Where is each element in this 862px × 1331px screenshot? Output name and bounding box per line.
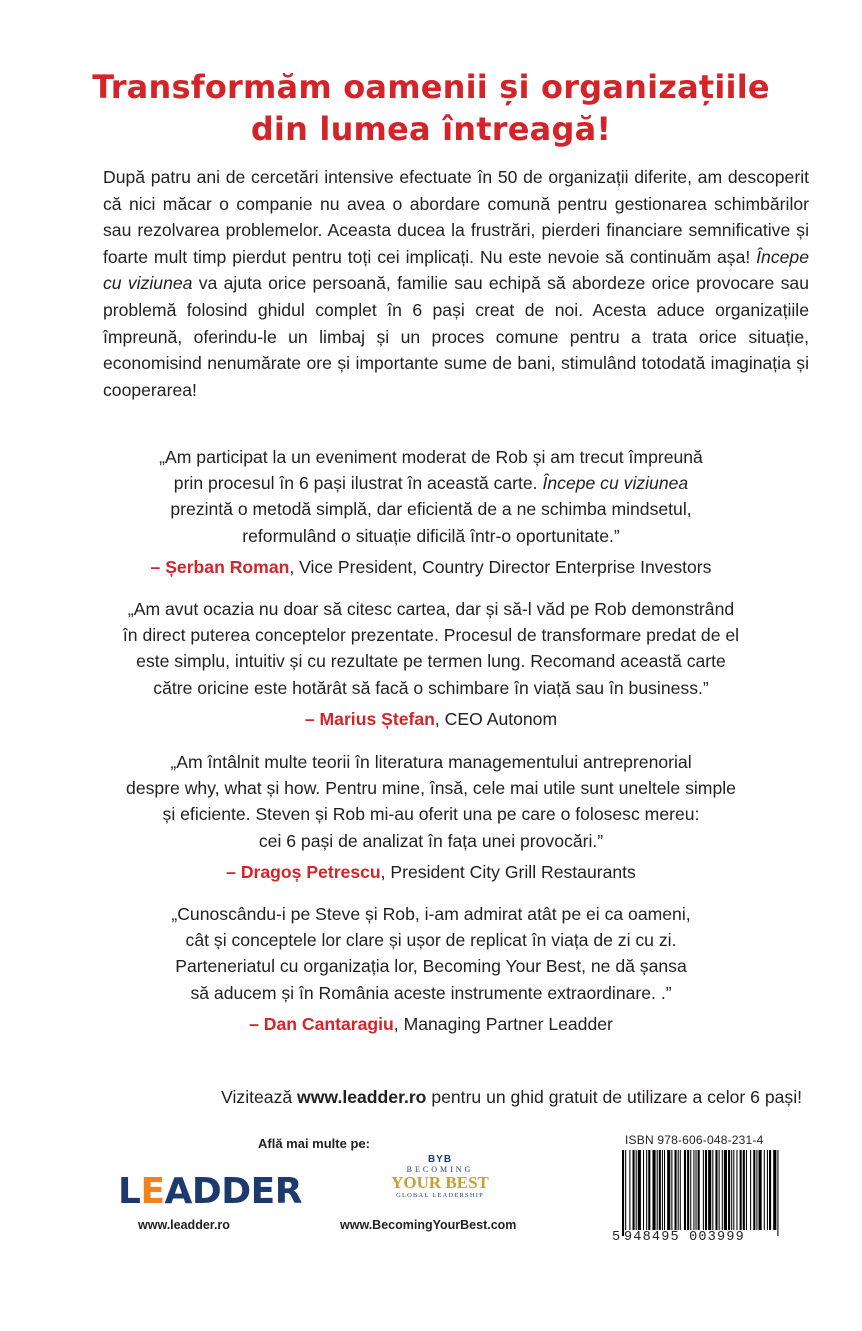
barcode-bar xyxy=(719,1150,720,1230)
visit-text-before: Vizitează xyxy=(221,1087,298,1107)
testimonial-attribution xyxy=(60,859,802,885)
barcode-bar xyxy=(753,1150,755,1230)
barcode-bar xyxy=(648,1150,650,1230)
quote-line: cei 6 pași de analizat în fața unei provocări.” xyxy=(258,830,604,851)
barcode-bar xyxy=(703,1150,704,1230)
barcode-first-digit: 5 xyxy=(612,1230,622,1245)
headline-line-1: Transformăm oamenii și organizațiile xyxy=(92,68,770,106)
quote-line: Parteneriatul cu organizația lor, Becoming Your Best, ne dă șansa xyxy=(175,956,687,977)
barcode-bar xyxy=(629,1150,630,1230)
barcode-bar xyxy=(769,1150,771,1230)
testimonial-quote xyxy=(60,749,802,854)
barcode-right-digits: 003999 xyxy=(689,1230,745,1245)
barcode-bar xyxy=(622,1150,624,1236)
barcode-bar xyxy=(659,1150,661,1230)
barcode-bar xyxy=(698,1150,700,1230)
barcode-digits xyxy=(612,1230,782,1245)
testimonial-serban-roman xyxy=(60,444,802,580)
quote-line: și eficiente. Steven și Rob mi-au oferit una pe care o folosesc mereu: xyxy=(162,804,700,825)
visit-website-line xyxy=(60,1084,802,1110)
barcode-bar xyxy=(746,1150,747,1230)
quote-line: „Am avut ocazia nu doar să citesc cartea, dar și să-l văd pe Rob demonstrând xyxy=(127,599,735,619)
barcode-bar xyxy=(736,1150,737,1230)
barcode-bar xyxy=(675,1150,677,1230)
quote-book-title: Începe cu viziunea xyxy=(542,473,689,494)
becoming-your-best-logo xyxy=(384,1154,496,1200)
author-name: – Dan Cantaragiu xyxy=(249,1013,394,1034)
barcode-bar xyxy=(777,1150,778,1236)
intro-text-part-2: va ajuta orice persoană, familie sau echipă să abordeze orice provocare sau problemă folosind ghidul complet în 6 pași creat de noi. Acesta aduce organizațiile împreună, oferindu-le un limbaj și un proces comune pentru a trata orice situație, economisind nenumărate ore și importante sume de bani, stimulând totodată imaginația și cooperarea! xyxy=(103,273,809,400)
barcode-bar xyxy=(696,1150,697,1230)
byb-logo-top: BECOMING xyxy=(406,1165,474,1174)
barcode-bar xyxy=(664,1150,665,1230)
byb-logo-main: YOUR BEST xyxy=(391,1173,489,1192)
barcode-bar xyxy=(773,1150,776,1230)
barcode-bar xyxy=(687,1150,689,1230)
intro-text-part-1: După patru ani de cercetări intensive efectuate în 50 de organizații diferite, am descoperit că nici măcar o companie nu avea o abordare comună pentru gestionarea schimbărilor sau rezolvarea problemelor. Aceasta ducea la frustrări, pierderi financiare semnificative și foarte mult timp pierdut pentru toți cei implicați. Nu este nevoie să continuăm așa! xyxy=(103,167,809,267)
leadder-url[interactable]: www.leadder.ro xyxy=(138,1218,230,1232)
barcode-bar xyxy=(678,1150,679,1230)
barcode-bar xyxy=(715,1150,717,1230)
quote-line: „Cunoscându-i pe Steve și Rob, i-am admirat atât pe ei ca oameni, xyxy=(171,904,691,924)
barcode-bar xyxy=(759,1150,762,1230)
barcode-bar xyxy=(731,1150,732,1230)
barcode-bar xyxy=(705,1150,707,1230)
barcode-bar xyxy=(646,1150,647,1230)
barcode-bar xyxy=(733,1150,734,1230)
barcode-bar xyxy=(690,1150,691,1230)
author-role: , Vice President, Country Director Enterprise Investors xyxy=(289,556,712,577)
quote-line: să aducem și în România aceste instrumente extraordinare. .” xyxy=(190,982,672,1003)
author-name: – Marius Ștefan xyxy=(304,708,435,729)
testimonial-dan-cantaragiu xyxy=(60,901,802,1037)
barcode-bar xyxy=(756,1150,757,1230)
testimonial-dragos-petrescu xyxy=(60,749,802,885)
barcode-bar xyxy=(728,1150,730,1230)
testimonial-marius-stefan xyxy=(60,596,802,732)
learn-more-label: Află mai multe pe: xyxy=(258,1136,370,1151)
headline-line-2: din lumea întreagă! xyxy=(250,110,612,148)
author-role: , CEO Autonom xyxy=(434,708,558,729)
byb-url[interactable]: www.BecomingYourBest.com xyxy=(340,1218,517,1232)
barcode-left-digits: 948495 xyxy=(624,1230,680,1245)
barcode-bar xyxy=(684,1150,686,1230)
quote-line: este simplu, intuitiv și cu rezultate pe termen lung. Recomand această carte xyxy=(136,651,726,672)
quote-line: reformulând o situație dificilă într-o oportunitate.” xyxy=(242,525,620,546)
testimonial-attribution xyxy=(60,1011,802,1037)
author-name: – Șerban Roman xyxy=(150,556,290,577)
leadder-logo-e: E xyxy=(140,1171,165,1212)
barcode-image xyxy=(621,1150,779,1236)
barcode-bar xyxy=(693,1150,694,1230)
intro-paragraph xyxy=(103,164,809,403)
testimonial-quote xyxy=(60,901,802,1006)
barcode-bar xyxy=(722,1150,723,1230)
quote-line: către oricine este hotărât să facă o schimbare în viață sau în business.” xyxy=(153,677,709,698)
barcode-bar xyxy=(636,1150,637,1230)
barcode-bar xyxy=(767,1150,768,1230)
headline xyxy=(60,66,802,150)
barcode-bar xyxy=(643,1150,644,1230)
author-name: – Dragoș Petrescu xyxy=(226,861,381,882)
barcode-bar xyxy=(724,1150,727,1230)
testimonial-attribution xyxy=(60,554,802,580)
barcode-bar xyxy=(708,1150,711,1230)
barcode-bar xyxy=(764,1150,765,1230)
visit-website-link[interactable]: www.leadder.ro xyxy=(297,1087,427,1107)
quote-line: despre why, what și how. Pentru mine, însă, cele mai utile sunt uneltele simple xyxy=(126,778,736,799)
barcode-bar xyxy=(652,1150,655,1230)
barcode-bar xyxy=(680,1150,681,1230)
barcode-bar xyxy=(712,1150,713,1230)
quote-line: „Am participat la un eveniment moderat de Rob și am trecut împreună xyxy=(159,447,703,467)
isbn-label: ISBN 978-606-048-231-4 xyxy=(625,1133,764,1147)
barcode-bar xyxy=(667,1150,670,1230)
barcode-bar xyxy=(638,1150,641,1230)
testimonial-quote xyxy=(60,444,802,549)
barcode-bar xyxy=(750,1150,751,1230)
byb-logo-sub: GLOBAL LEADERSHIP xyxy=(396,1192,484,1199)
author-role: , Managing Partner Leadder xyxy=(393,1013,613,1034)
quote-line: prezintă o metodă simplă, dar eficientă de a ne schimba mindsetul, xyxy=(170,499,692,520)
quote-line: cât și conceptele lor clare și ușor de replicat în viața de zi cu zi. xyxy=(185,930,677,951)
visit-text-after: pentru un ghid gratuit de utilizare a celor 6 pași! xyxy=(426,1087,802,1107)
leadder-logo-l: L xyxy=(118,1171,141,1212)
barcode-bar xyxy=(625,1150,626,1230)
barcode-bar xyxy=(740,1150,742,1230)
byb-mark: BYB xyxy=(427,1154,453,1165)
leadder-logo-rest: ADDER xyxy=(164,1171,302,1212)
barcode-bar xyxy=(657,1150,658,1230)
author-role: , President City Grill Restaurants xyxy=(380,861,636,882)
testimonial-quote xyxy=(60,596,802,701)
leadder-logo xyxy=(118,1172,302,1212)
barcode-bar xyxy=(633,1150,635,1230)
intro-book-title: Începe cu viziunea xyxy=(103,246,809,294)
quote-line: în direct puterea conceptelor prezentate. Procesul de transformare predat de el xyxy=(122,625,740,646)
barcode-bar xyxy=(662,1150,663,1230)
quote-line: „Am întâlnit multe teorii în literatura managementului antreprenorial xyxy=(170,752,692,772)
quote-line: prin procesul în 6 pași ilustrat în această carte. xyxy=(173,473,543,494)
testimonial-attribution xyxy=(60,706,802,732)
barcode-bar xyxy=(671,1150,672,1230)
barcode-bar xyxy=(743,1150,745,1230)
